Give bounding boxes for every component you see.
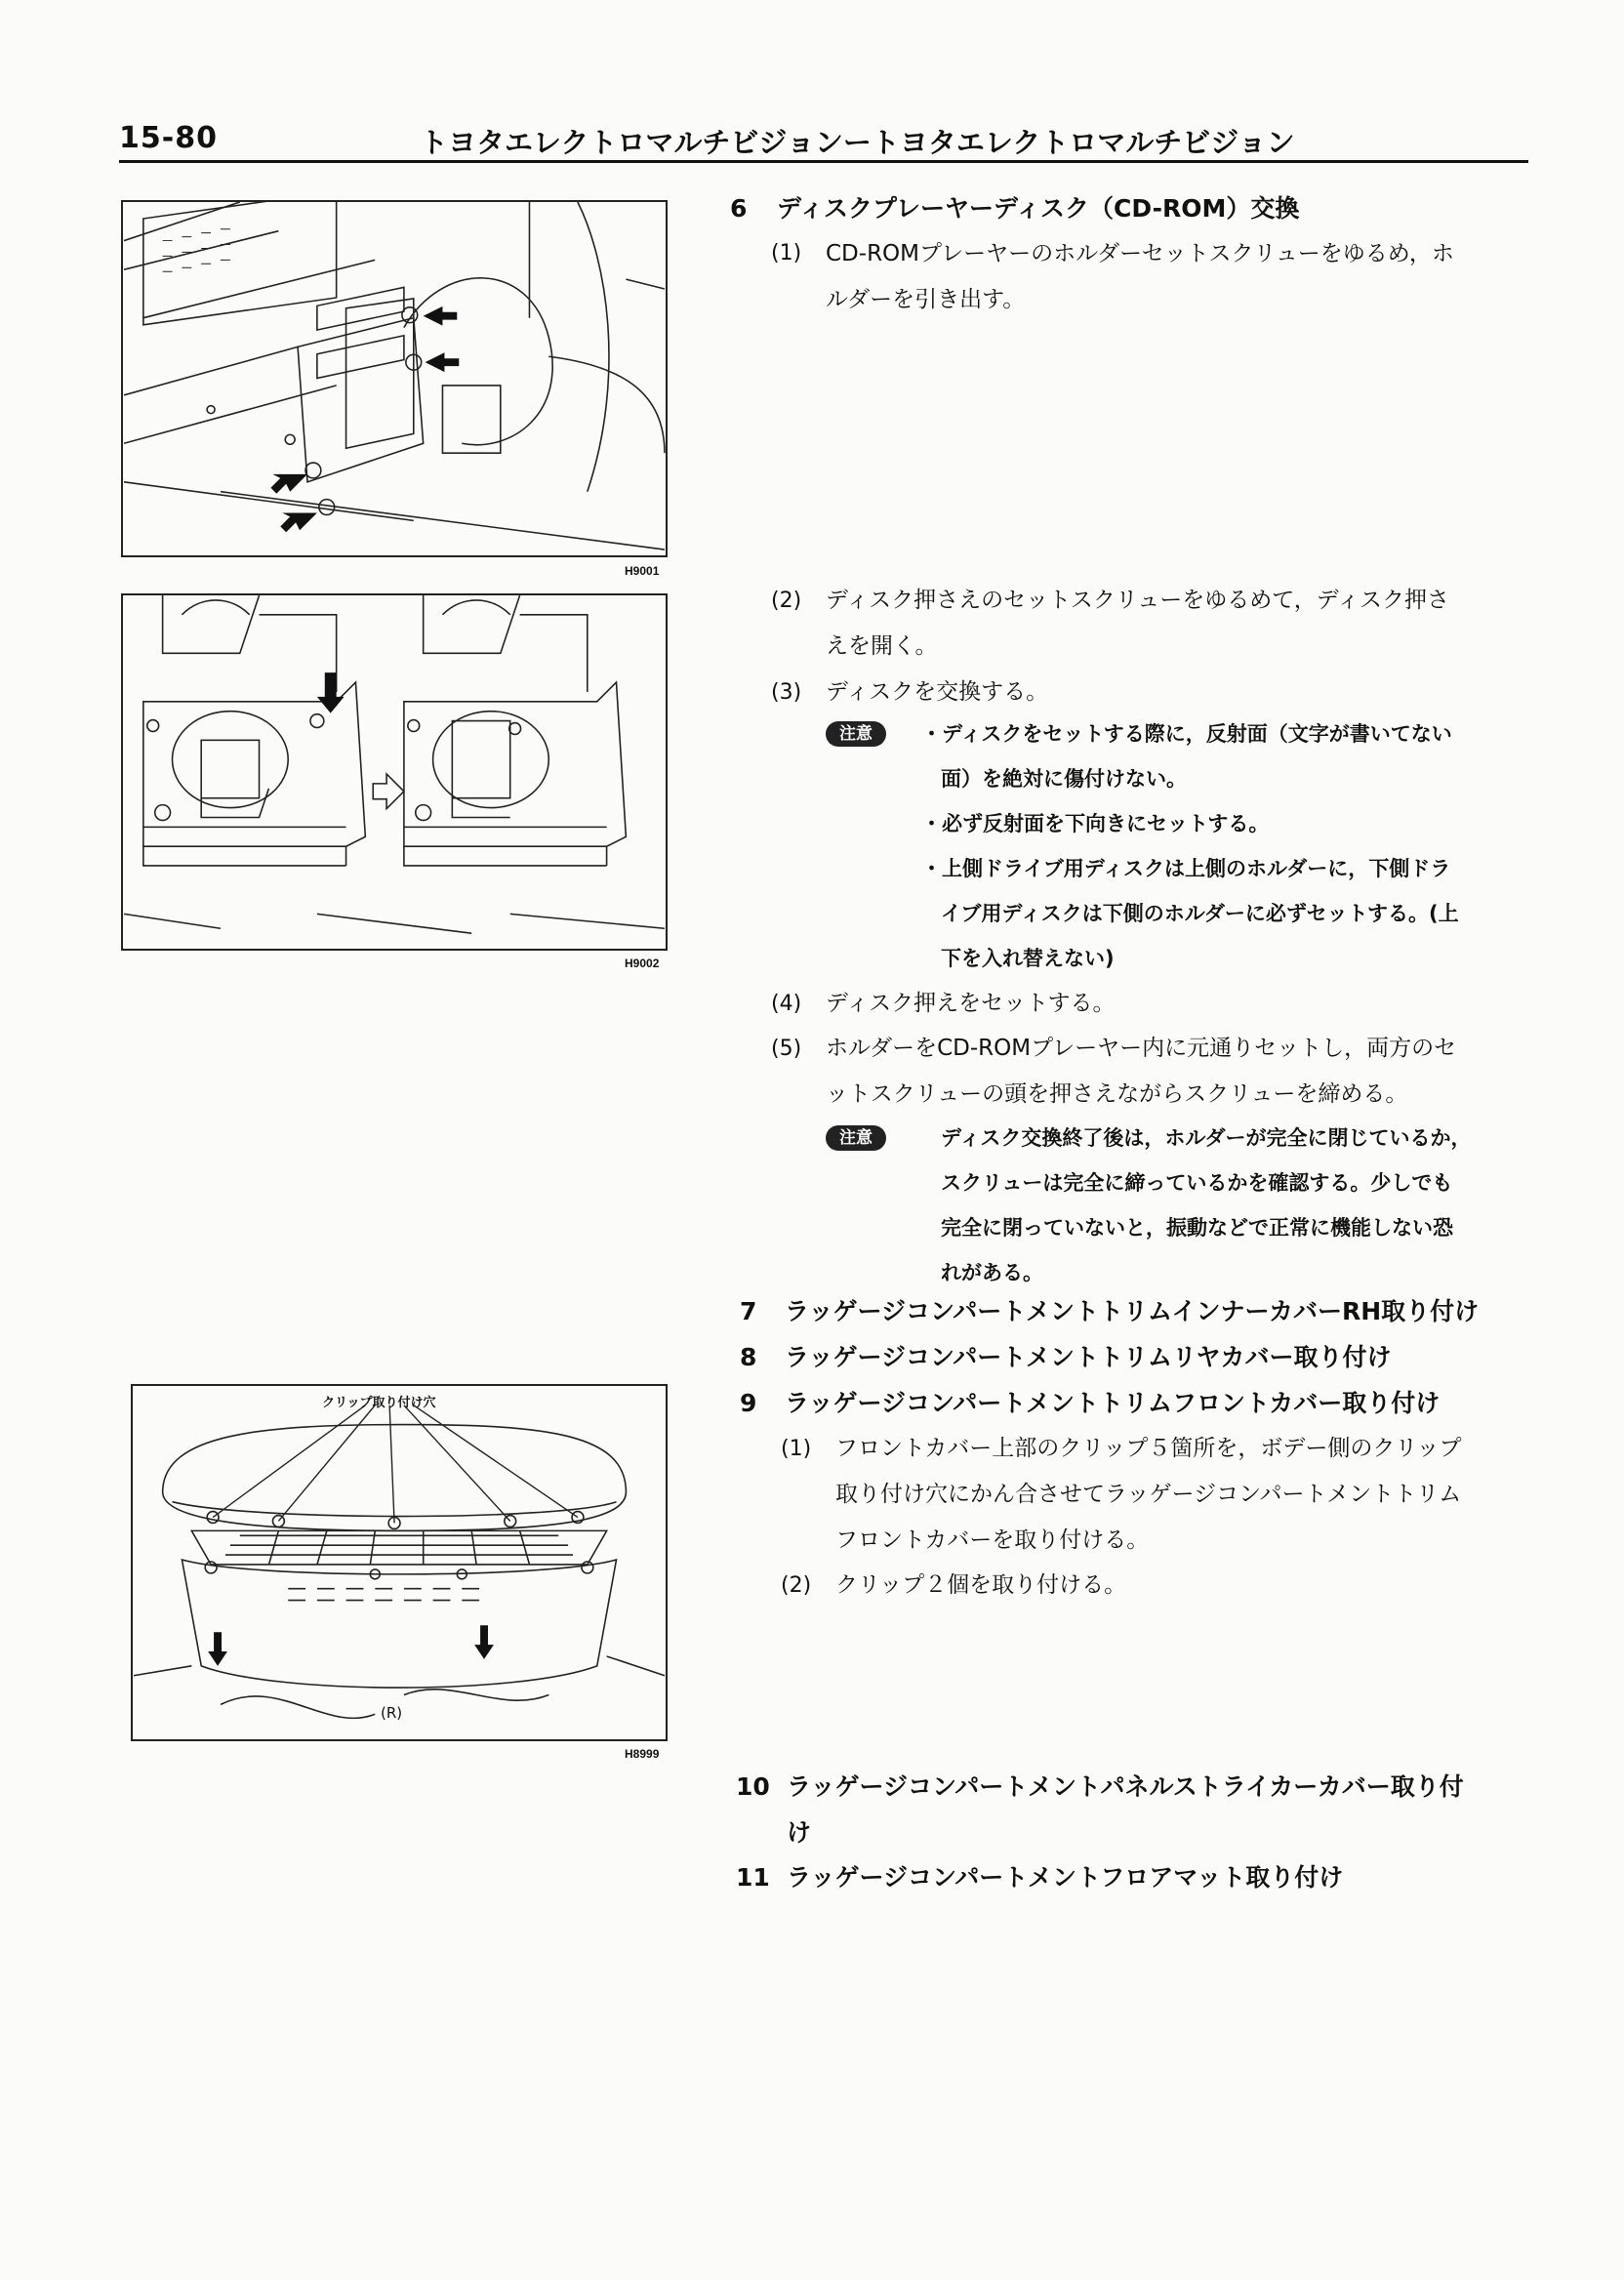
step-9-title: ラッゲージコンパートメントトリムフロントカバー取り付け xyxy=(785,1389,1441,1417)
step-10-line-2: け xyxy=(787,1818,812,1847)
caution-1-line-4: ・上側ドライブ用ディスクは上側のホルダーに，下側ドラ xyxy=(921,857,1451,880)
header-rule xyxy=(119,160,1528,163)
front-cover-illustration xyxy=(133,1386,666,1739)
step-6-1-line-1: CD-ROMプレーヤーのホルダーセットスクリューをゆるめ，ホ xyxy=(826,241,1454,266)
caution-2-line-2: スクリューは完全に締っているかを確認する。少しでも xyxy=(941,1171,1453,1195)
caution-1-line-2: 面）を絶対に傷付けない。 xyxy=(941,767,1187,791)
caution-1-line-5: イブ用ディスクは下側のホルダーに必ずセットする。(上 xyxy=(941,902,1459,925)
caution-badge-1 xyxy=(826,721,886,747)
step-9-1-line-2: 取り付け穴にかん合させてラッゲージコンパートメントトリム xyxy=(835,1482,1462,1507)
step-6-3-text: ディスクを交換する。 xyxy=(826,679,1049,705)
caution-1-line-1: ・ディスクをセットする際に，反射面（文字が書いてない xyxy=(921,722,1452,746)
figure-code-h9001: H9001 xyxy=(625,564,660,578)
step-10-line-1: ラッゲージコンパートメントパネルストライカーカバー取り付 xyxy=(787,1772,1464,1801)
step-6-3-number: (3) xyxy=(771,680,802,705)
page-title: トヨタエレクトロマルチビジョンートヨタエレクトロマルチビジョン xyxy=(420,126,1295,159)
step-6-number: 6 xyxy=(730,194,748,223)
figure-cdrom-holder xyxy=(121,200,668,557)
step-6-1-line-2: ルダーを引き出す。 xyxy=(826,287,1026,312)
leader-lines xyxy=(213,1405,578,1524)
step-11-number: 11 xyxy=(736,1863,770,1892)
step-8-title: ラッゲージコンパートメントトリムリヤカバー取り付け xyxy=(785,1343,1392,1371)
step-10-number: 10 xyxy=(736,1772,770,1801)
step-6-2-line-1: ディスク押さえのセットスクリューをゆるめて，ディスク押さ xyxy=(826,588,1449,613)
caution-2-line-3: 完全に閉っていないと，振動などで正常に機能しない恐 xyxy=(941,1216,1453,1240)
step-9-2-text: クリップ２個を取り付ける。 xyxy=(835,1572,1127,1598)
figure-code-h8999: H8999 xyxy=(625,1747,660,1761)
step-9-2-number: (2) xyxy=(781,1573,812,1598)
step-6-title: ディスクプレーヤーディスク（CD-ROM）交換 xyxy=(777,194,1300,223)
step-9-number: 9 xyxy=(740,1389,757,1417)
cdrom-holder-illustration xyxy=(123,202,666,555)
step-6-2-line-2: えを開く。 xyxy=(826,633,938,659)
clip-hole-label: クリップ取り付け穴 xyxy=(322,1396,436,1410)
step-6-5-line-2: ットスクリューの頭を押さえながらスクリューを締める。 xyxy=(826,1081,1408,1107)
figure-code-h9002: H9002 xyxy=(625,957,660,970)
step-8-number: 8 xyxy=(740,1343,757,1371)
down-arrow-icon xyxy=(317,672,345,713)
page-number: 15-80 xyxy=(119,121,218,155)
step-6-5-number: (5) xyxy=(771,1037,802,1061)
right-arrow-icon xyxy=(373,774,404,809)
figure-front-cover xyxy=(131,1384,668,1741)
caution-2-line-1: ディスク交換終了後は，ホルダーが完全に閉じているか， xyxy=(941,1126,1472,1150)
disc-replace-illustration xyxy=(123,595,666,949)
down-arrow-icons xyxy=(208,1625,494,1666)
arrow-icons xyxy=(270,306,459,532)
rear-mark: (R) xyxy=(381,1704,403,1722)
step-7-title: ラッゲージコンパートメントトリムインナーカバーRH取り付け xyxy=(785,1297,1480,1325)
caution-badge-2 xyxy=(826,1125,886,1151)
caution-badge-label: 注意 xyxy=(826,1125,886,1151)
caution-badge-label: 注意 xyxy=(826,721,886,747)
step-11-title: ラッゲージコンパートメントフロアマット取り付け xyxy=(787,1863,1344,1892)
step-6-5-line-1: ホルダーをCD-ROMプレーヤー内に元通りセットし，両方のセ xyxy=(826,1036,1457,1061)
step-9-1-line-3: フロントカバーを取り付ける。 xyxy=(835,1527,1150,1553)
step-7-number: 7 xyxy=(740,1297,757,1325)
step-9-1-number: (1) xyxy=(781,1437,812,1461)
caution-1-line-6: 下を入れ替えない) xyxy=(941,947,1115,970)
caution-2-line-4: れがある。 xyxy=(941,1261,1043,1284)
caution-1-line-3: ・必ず反射面を下向きにセットする。 xyxy=(921,812,1270,835)
step-6-1-number: (1) xyxy=(771,241,802,265)
figure-disc-replace xyxy=(121,593,668,951)
step-6-4-number: (4) xyxy=(771,992,802,1016)
step-6-4-text: ディスク押えをセットする。 xyxy=(826,991,1116,1016)
step-6-2-number: (2) xyxy=(771,589,802,613)
step-9-1-line-1: フロントカバー上部のクリップ５箇所を，ボデー側のクリップ xyxy=(835,1436,1462,1461)
